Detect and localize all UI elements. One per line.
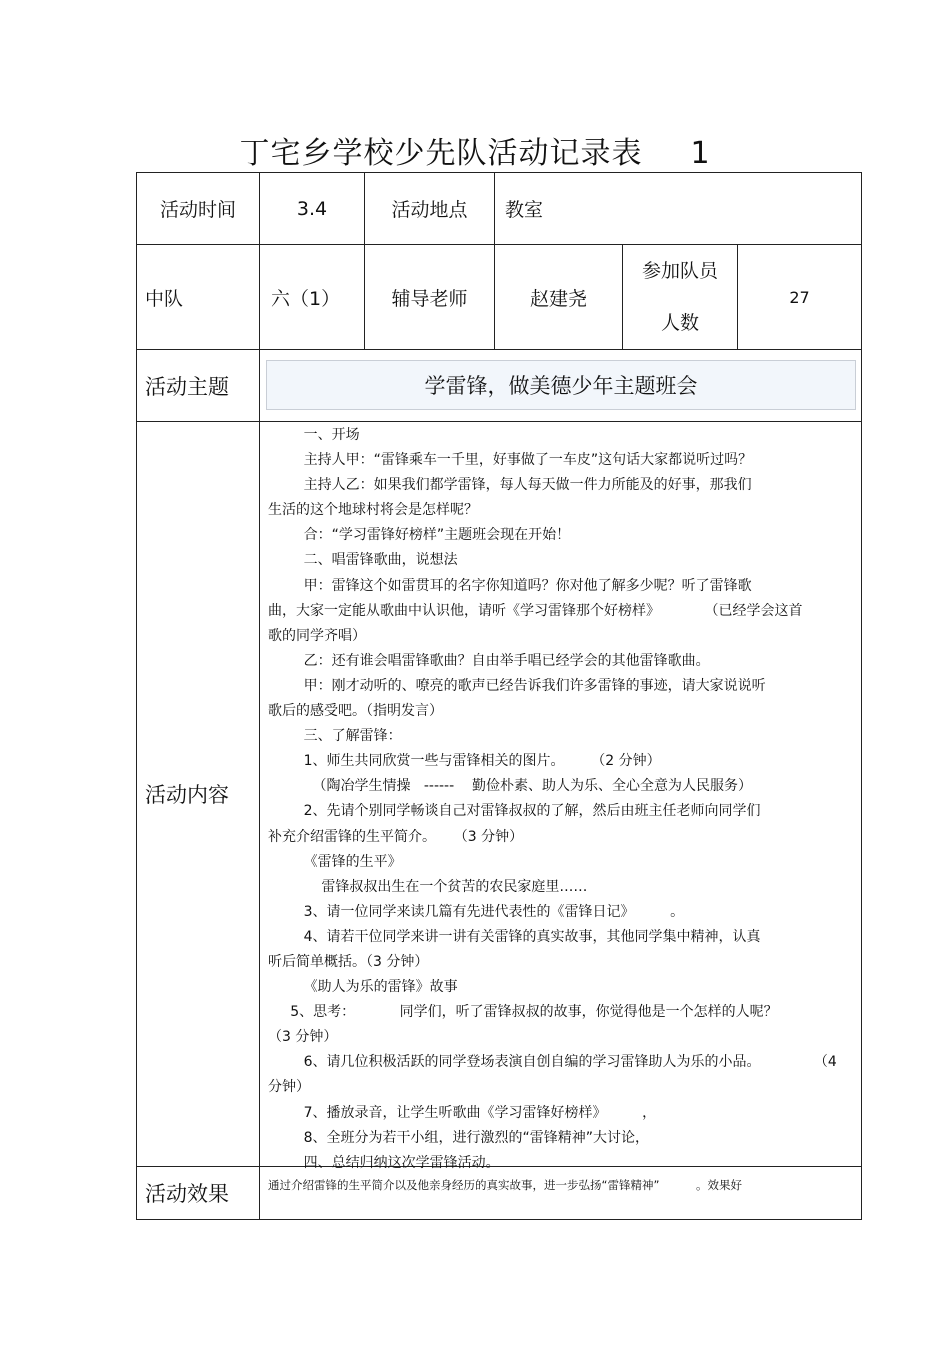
content-line: 听后简单概括。（3 分钟） <box>268 953 429 970</box>
teacher-value: 赵建尧 <box>529 287 587 310</box>
members-label <box>623 245 737 349</box>
content-line: 甲：刚才动听的、嘹亮的歌声已经告诉我们许多雷锋的事迹，请大家说说听 <box>268 677 766 694</box>
content-label: 活动内容 <box>145 783 229 807</box>
place-label: 活动地点 <box>391 199 468 221</box>
content-line: （3 分钟） <box>268 1029 338 1046</box>
squad-value: 六（1） <box>271 287 341 310</box>
content-line: 4、请若干位同学来讲一讲有关雷锋的真实故事，其他同学集中精神，认真 <box>268 928 761 945</box>
content-line: 5、思考： 同学们，听了雷锋叔叔的故事，你觉得他是一个怎样的人呢？ <box>268 1004 778 1021</box>
content-line: 主持人甲：“雷锋乘车一千里，好事做了一车皮”这句话大家都说听过吗？ <box>268 452 753 469</box>
content-line: （陶冶学生情操 ------ 勤俭朴素、助人为乐、全心全意为人民服务） <box>268 778 752 795</box>
record-table <box>136 172 862 1220</box>
activity-content <box>268 423 856 1176</box>
content-line: 雷锋叔叔出生在一个贫苦的农民家庭里…… <box>268 878 588 895</box>
content-line: 歌后的感受吧。（指明发言） <box>268 703 443 720</box>
effect-label: 活动效果 <box>145 1182 229 1206</box>
content-line: 分钟） <box>268 1079 310 1096</box>
content-line: 3、请一位同学来读几篇有先进代表性的《雷锋日记》 。 <box>268 903 685 920</box>
content-line: 甲：雷锋这个如雷贯耳的名字你知道吗？你对他了解多少呢？听了雷锋歌 <box>268 577 752 594</box>
content-line: 补充介绍雷锋的生平简介。 （3 分钟） <box>268 828 524 845</box>
squad-label: 中队 <box>145 287 184 310</box>
content-line: 《助人为乐的雷锋》故事 <box>268 979 458 996</box>
content-line: 乙：还有谁会唱雷锋歌曲？自由举手唱已经学会的其他雷锋歌曲。 <box>268 652 710 669</box>
content-line: 四、总结归纳这次学雷锋活动。 <box>268 1154 500 1171</box>
content-line: 生活的这个地球村将会是怎样呢？ <box>268 502 478 519</box>
time-label: 活动时间 <box>159 199 236 221</box>
content-line: 1、师生共同欣赏一些与雷锋相关的图片。 （2 分钟） <box>268 753 661 770</box>
content-line: 8、全班分为若干小组，进行激烈的“雷锋精神”大讨论， <box>268 1129 650 1146</box>
members-label-line2: 人数 <box>660 312 699 334</box>
members-label-line1: 参加队员 <box>641 260 718 282</box>
theme-value: 学雷锋，做美德少年主题班会 <box>266 360 856 410</box>
content-line: 7、播放录音，让学生听歌曲《学习雷锋好榜样》 ， <box>268 1104 657 1121</box>
content-line: 主持人乙：如果我们都学雷锋，每人每天做一件力所能及的好事，那我们 <box>268 477 752 494</box>
teacher-label: 辅导老师 <box>391 287 468 310</box>
content-line: 2、先请个别同学畅谈自己对雷锋叔叔的了解，然后由班主任老师向同学们 <box>268 803 761 820</box>
content-line: 曲，大家一定能从歌曲中认识他，请听《学习雷锋那个好榜样》 （已经学会这首 <box>268 602 803 619</box>
label-column-divider <box>259 173 260 1219</box>
place-value: 教室 <box>505 199 544 221</box>
content-line: 歌的同学齐唱） <box>268 627 366 644</box>
content-line: 三、了解雷锋： <box>268 728 402 745</box>
title-text: 丁宅乡学校少先队活动记录表 <box>239 136 643 171</box>
page-title <box>0 128 950 172</box>
theme-label: 活动主题 <box>145 374 229 399</box>
content-line: 6、请几位积极活跃的同学登场表演自创自编的学习雷锋助人为乐的小品。 （4 <box>268 1054 837 1071</box>
content-line: 一、开场 <box>268 427 360 443</box>
content-line: 合：“学习雷锋好榜样”主题班会现在开始！ <box>268 527 571 544</box>
time-value: 3.4 <box>296 197 328 220</box>
title-number: 1 <box>690 136 711 171</box>
content-line: 《雷锋的生平》 <box>268 853 402 870</box>
members-value: 27 <box>789 287 810 307</box>
content-line: 二、唱雷锋歌曲，说想法 <box>268 552 458 569</box>
effect-value: 通过介绍雷锋的生平简介以及他亲身经历的真实故事，进一步弘扬“雷锋精神” 。效果好 <box>268 1178 742 1192</box>
